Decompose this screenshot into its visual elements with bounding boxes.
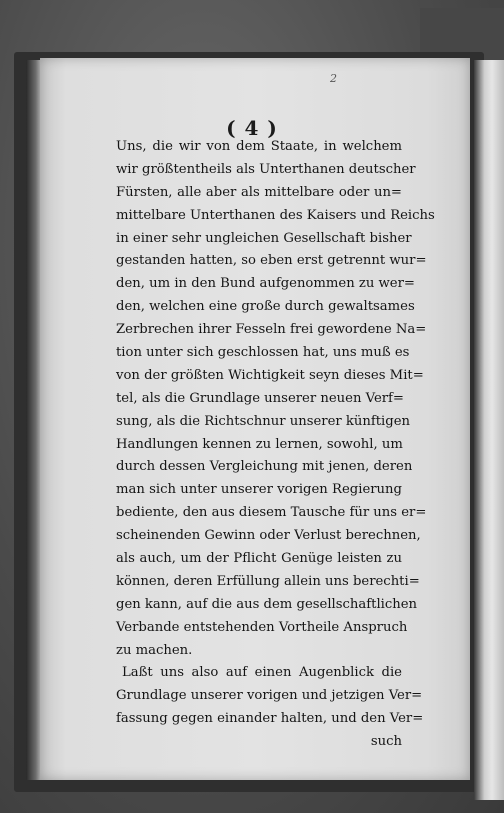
text-line: bediente, den aus diesem Tausche für uns er= <box>116 505 427 521</box>
text-line: mittelbare Unterthanen des Kaisers und Reichs <box>116 207 435 223</box>
text-line: Laßt uns also auf einen Augenblick die <box>122 665 402 681</box>
text-line: Uns, die wir von dem Staate, in welchem <box>116 139 402 154</box>
text-line: können, deren Erfüllung allein uns berechti= <box>116 573 420 589</box>
page-number: ( 4 ) <box>226 116 278 140</box>
text-line: sung, als die Richtschnur unserer künftigen <box>116 413 411 429</box>
text-line: Handlungen kennen zu lernen, sowohl, um <box>116 436 403 452</box>
text-line: tel, als die Grundlage unserer neuen Verf= <box>116 390 404 406</box>
text-line: gestanden hatten, so eben erst getrennt wur= <box>116 253 427 269</box>
text-line: als auch, um der Pflicht Genüge leisten zu <box>116 551 402 567</box>
text-line: zu machen. <box>116 642 193 658</box>
page-pencil-mark: 2 <box>330 72 337 85</box>
text-line: Zerbrechen ihrer Fesseln frei gewordene Na= <box>116 322 427 338</box>
text-line: von der größten Wichtigkeit seyn dieses Mit= <box>116 367 424 383</box>
text-line: fassung gegen einander halten, und den Ver= <box>116 711 424 727</box>
text-line: Grundlage unserer vorigen und jetzigen Ver= <box>116 688 423 704</box>
text-line: gen kann, auf die aus dem gesellschaftlichen <box>116 596 418 612</box>
text-line: durch dessen Vergleichung mit jenen, deren <box>116 459 413 475</box>
text-line: Fürsten, alle aber als mittelbare oder un= <box>116 184 402 200</box>
catchword: such <box>370 734 402 750</box>
text-line: den, welchen eine große durch gewaltsames <box>116 299 415 315</box>
page-body-text <box>116 136 435 754</box>
text-line: tion unter sich geschlossen hat, uns muß es <box>116 345 410 361</box>
page-stack-edge <box>474 60 504 800</box>
text-line: scheinenden Gewinn oder Verlust berechnen, <box>116 528 421 544</box>
text-line: man sich unter unserer vorigen Regierung <box>116 482 402 498</box>
text-line: den, um in den Bund aufgenommen zu wer= <box>116 276 415 292</box>
text-line: in einer sehr ungleichen Gesellschaft bisher <box>116 230 412 246</box>
text-line: wir größtentheils als Unterthanen deutscher <box>116 161 416 177</box>
text-line: Verbande entstehenden Vortheile Anspruch <box>116 619 408 635</box>
